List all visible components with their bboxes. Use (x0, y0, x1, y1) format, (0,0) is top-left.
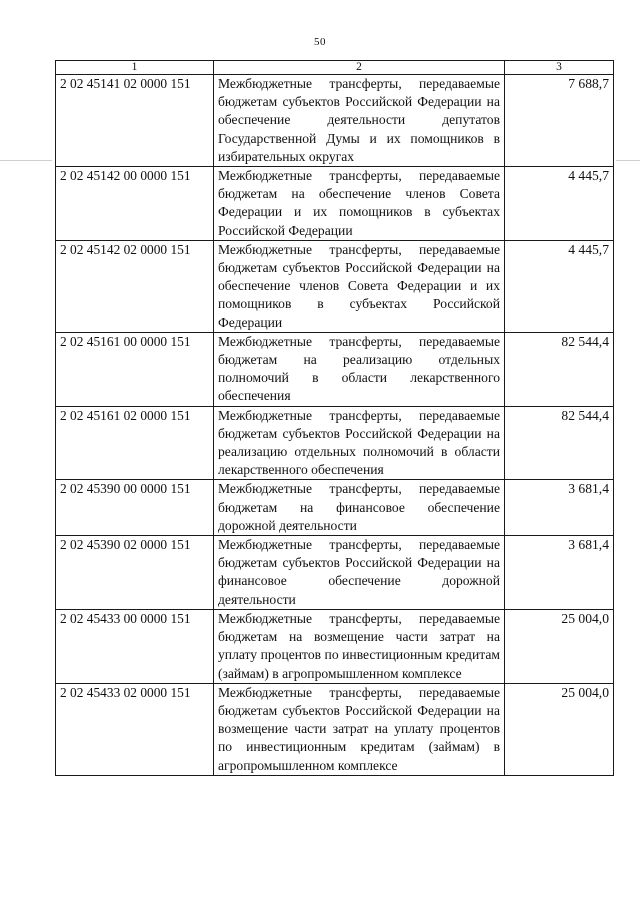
budget-description: Межбюджетные трансферты, передаваемые бюджетам на финансовое обеспечение дорожной деятельности (214, 480, 505, 536)
budget-amount: 4 445,7 (505, 167, 614, 241)
budget-table (55, 60, 614, 776)
scan-mark-left (0, 160, 52, 161)
table-header-row (56, 61, 614, 75)
budget-amount: 25 004,0 (505, 609, 614, 683)
budget-description: Межбюджетные трансферты, передаваемые бюджетам на возмещение части затрат на уплату процентов по инвестиционным кредитам (займам) в агропромышленном комплексе (214, 609, 505, 683)
budget-code: 2 02 45142 00 0000 151 (56, 167, 214, 241)
budget-description: Межбюджетные трансферты, передаваемые бюджетам субъектов Российской Федерации на финансовое обеспечение дорожной деятельности (214, 536, 505, 610)
budget-amount: 7 688,7 (505, 75, 614, 167)
budget-amount: 3 681,4 (505, 536, 614, 610)
budget-amount: 4 445,7 (505, 240, 614, 332)
budget-amount: 82 544,4 (505, 332, 614, 406)
budget-code: 2 02 45433 02 0000 151 (56, 683, 214, 775)
budget-description: Межбюджетные трансферты, передаваемые бюджетам субъектов Российской Федерации на обеспечение членов Совета Федерации и их помощников в субъектах Российской Федерации (214, 240, 505, 332)
table-row (56, 480, 614, 536)
budget-description: Межбюджетные трансферты, передаваемые бюджетам на обеспечение членов Совета Федерации и их помощников в субъектах Российской Федерации (214, 167, 505, 241)
budget-code: 2 02 45142 02 0000 151 (56, 240, 214, 332)
budget-description: Межбюджетные трансферты, передаваемые бюджетам субъектов Российской Федерации на реализацию отдельных полномочий в области лекарственного обеспечения (214, 406, 505, 480)
table-row (56, 609, 614, 683)
table-row (56, 240, 614, 332)
table-row (56, 75, 614, 167)
budget-code: 2 02 45433 00 0000 151 (56, 609, 214, 683)
budget-amount: 25 004,0 (505, 683, 614, 775)
table-row (56, 332, 614, 406)
header-col-amount: 3 (505, 61, 614, 75)
budget-code: 2 02 45390 02 0000 151 (56, 536, 214, 610)
budget-code: 2 02 45390 00 0000 151 (56, 480, 214, 536)
page-number: 50 (314, 36, 326, 48)
header-col-code: 1 (56, 61, 214, 75)
table-row (56, 167, 614, 241)
table-row (56, 536, 614, 610)
budget-code: 2 02 45161 00 0000 151 (56, 332, 214, 406)
budget-description: Межбюджетные трансферты, передаваемые бюджетам на реализацию отдельных полномочий в области лекарственного обеспечения (214, 332, 505, 406)
budget-code: 2 02 45141 02 0000 151 (56, 75, 214, 167)
header-col-description: 2 (214, 61, 505, 75)
budget-amount: 82 544,4 (505, 406, 614, 480)
budget-description: Межбюджетные трансферты, передаваемые бюджетам субъектов Российской Федерации на возмещение части затрат на уплату процентов по инвестиционным кредитам (займам) в агропромышленном комплексе (214, 683, 505, 775)
budget-description: Межбюджетные трансферты, передаваемые бюджетам субъектов Российской Федерации на обеспечение деятельности депутатов Государственной Думы и их помощников в избирательных округах (214, 75, 505, 167)
table-row (56, 683, 614, 775)
budget-code: 2 02 45161 02 0000 151 (56, 406, 214, 480)
scan-mark-right (616, 160, 640, 161)
budget-amount: 3 681,4 (505, 480, 614, 536)
table-row (56, 406, 614, 480)
